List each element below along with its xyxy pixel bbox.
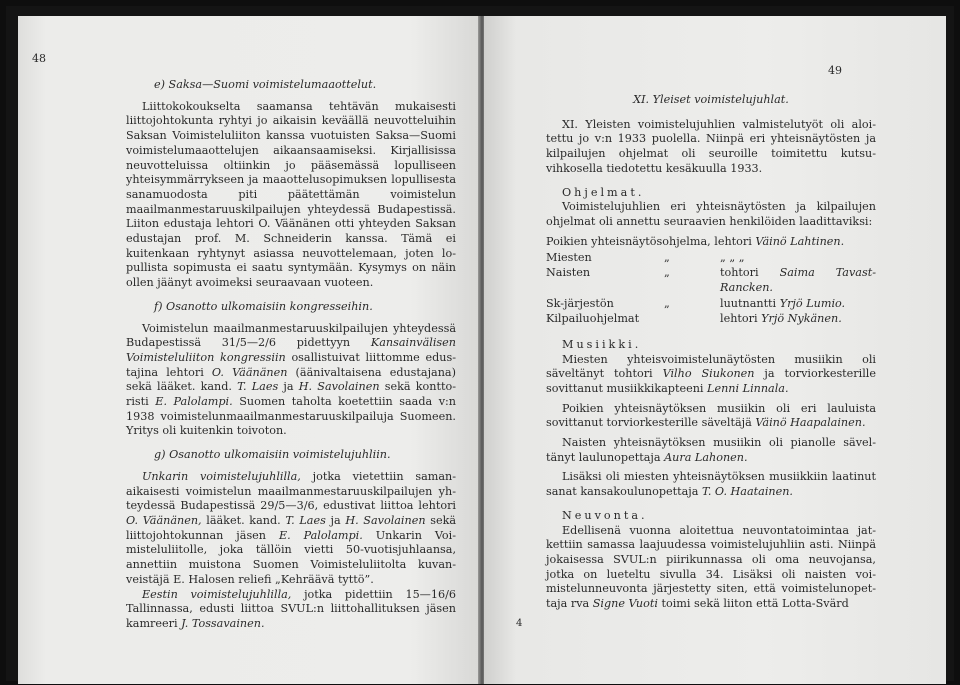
subheading: Neuvonta.	[562, 508, 648, 522]
paragraph: Voimistelun maailmanmestaruuskilpailujen yhteydessä Budapestissä 31/5—2/6 pidettyyn Kansainvälisen Voimisteluliiton kongressiin osallistuivat liittomme edustajina lehtori O. Väänänen (äänivaltaisena edustajana) sekä lääket. kand. T. Laes ja H. Savolainen sekä konttoristi E. Palolampi. Suomen taholta koetettiin saada v:n 1938 voimistelunmaailmanmestaruuskilpailuja Suomeen. Yritys oli kuitenkin toivoton.	[126, 321, 456, 438]
paragraph: Voimistelujuhlien eri yhteisnäytösten ja kilpailujen ohjelmat oli annettu seuraavien henkilöiden laadittaviksi:	[546, 200, 876, 228]
paragraph: Miesten yhteisvoimistelunäytösten musiikin oli säveltänyt tohtori Vilho Siukonen ja torviorkesterille sovittanut musiikkikapteeni Lenni Linnala.	[546, 352, 877, 395]
page-number: 49	[828, 64, 842, 77]
subheading: Ohjelmat.	[562, 185, 645, 199]
paragraph: Unkarin voimistelujuhlilla, jotka vietettiin samanaikaisesti voimistelun maailmanmestaruuskilpailujen yhteydessä Budapestissä 29/5—3/6, edustivat liittoa lehtori O. Väänänen, lääket. kand. T. Laes ja H. Savolainen sekä liittojohtokunnan jäsen E. Palolampi. Unkarin Voimisteluliitolle, joka tällöin vietti 50-vuotisjuhlaansa, annettiin muistona Suomen Voimisteluliitolta kuvanveistäjä E. Halosen reliefi „Kehräävä tyttö”.	[126, 469, 457, 586]
paragraph: Edellisenä vuonna aloitettua neuvontatoimintaa jatkettiin samassa laajuudessa voimistelujuhliin asti. Niinpä jokaisessa SVUL:n piirikunnassa oli oma neuvojansa, jotka on lueteltu sivulla 34. Lisäksi oli naisten voimistelunneuvonta järjestetty siten, että voimistelunopettaja rva Signe Vuoti toimi sekä liiton että Lotta-Svärd	[546, 523, 876, 611]
section-heading: g) Osanotto ulkomaisiin voimistelujuhliin.	[154, 448, 391, 462]
section-heading: f) Osanotto ulkomaisiin kongresseihin.	[154, 299, 373, 313]
program-row: Kilpailuohjelmat lehtori Yrjö Nykänen.	[546, 312, 842, 326]
right-page	[484, 16, 946, 684]
chapter-heading: XI. Yleiset voimistelujuhlat.	[633, 93, 789, 106]
book-spread	[6, 6, 954, 681]
program-line: Poikien yhteisnäytösohjelma, lehtori Väinö Lahtinen.	[546, 234, 845, 248]
section-heading: e) Saksa—Suomi voimistelumaaottelut.	[154, 78, 377, 91]
subheading: Musiikki.	[562, 337, 642, 351]
paragraph: Naisten yhteisnäytöksen musiikin oli pianolle säveltänyt laulunopettaja Aura Lahonen.	[546, 436, 876, 464]
paragraph: Eestin voimistelujuhlilla, jotka pidettiin 15—16/6 Tallinnassa, edusti liittoa SVUL:n liittohallituksen jäsen kamreeri J. Tossavainen.	[126, 587, 456, 630]
page-number: 48	[32, 52, 46, 65]
paragraph: Lisäksi oli miesten yhteisnäytöksen musiikkiin laatinut sanat kansakoulunopettaja T. O. Haatainen.	[546, 470, 876, 499]
program-row: Sk-järjestön „ luutnantti Yrjö Lumio.	[546, 297, 846, 311]
footer-mark: 4	[516, 618, 523, 629]
program-row: Miesten „ „ „ „	[546, 251, 745, 265]
paragraph: Liittokokoukselta saamansa tehtävän mukaisesti liittojohtokunta ryhtyi jo aikaisin keväällä neuvotteluihin Saksan Voimisteluliiton kanssa vuotuisten Saksa—Suomi voimistelumaaottelujen aikaansaamiseksi. Kirjallisissa neuvotteluissa oltiinkin jo pääsemässä lopulliseen yhteisymmärrykseen ja maaottelusopimuksen lopullisesta sanamuodosta piti päätettämän voimistelun maailmanmestaruuskilpailujen yhteydessä Budapestissä. Liiton edustaja lehtori O. Väänänen otti yhteyden Saksan edustajan prof. M. Schneiderin kanssa. Tämä ei kuitenkaan ryhtynyt asiassa neuvottelemaan, joten lopullista sopimusta ei saatu syntymään. Kysymys on näin ollen jäänyt avoimeksi seuraavaan vuoteen.	[126, 99, 456, 290]
left-page	[18, 16, 481, 684]
paragraph: Poikien yhteisnäytöksen musiikin oli eri lauluista sovittanut torviorkesterille säveltäjä Väinö Haapalainen.	[546, 401, 876, 430]
left-text-column	[126, 78, 456, 632]
right-text-column	[546, 90, 876, 612]
paragraph: XI. Yleisten voimistelujuhlien valmistelutyöt oli aloitettu jo v:n 1933 puolella. Niinpä eri yhteisnäytösten ja kilpailujen ohjelmat oli seuroille toimitettu kutsuvihkosella tiedotettu kesäkuulla 1933.	[546, 117, 876, 175]
program-row: Naisten „ tohtori Saima Tavast-Rancken.	[546, 266, 876, 294]
